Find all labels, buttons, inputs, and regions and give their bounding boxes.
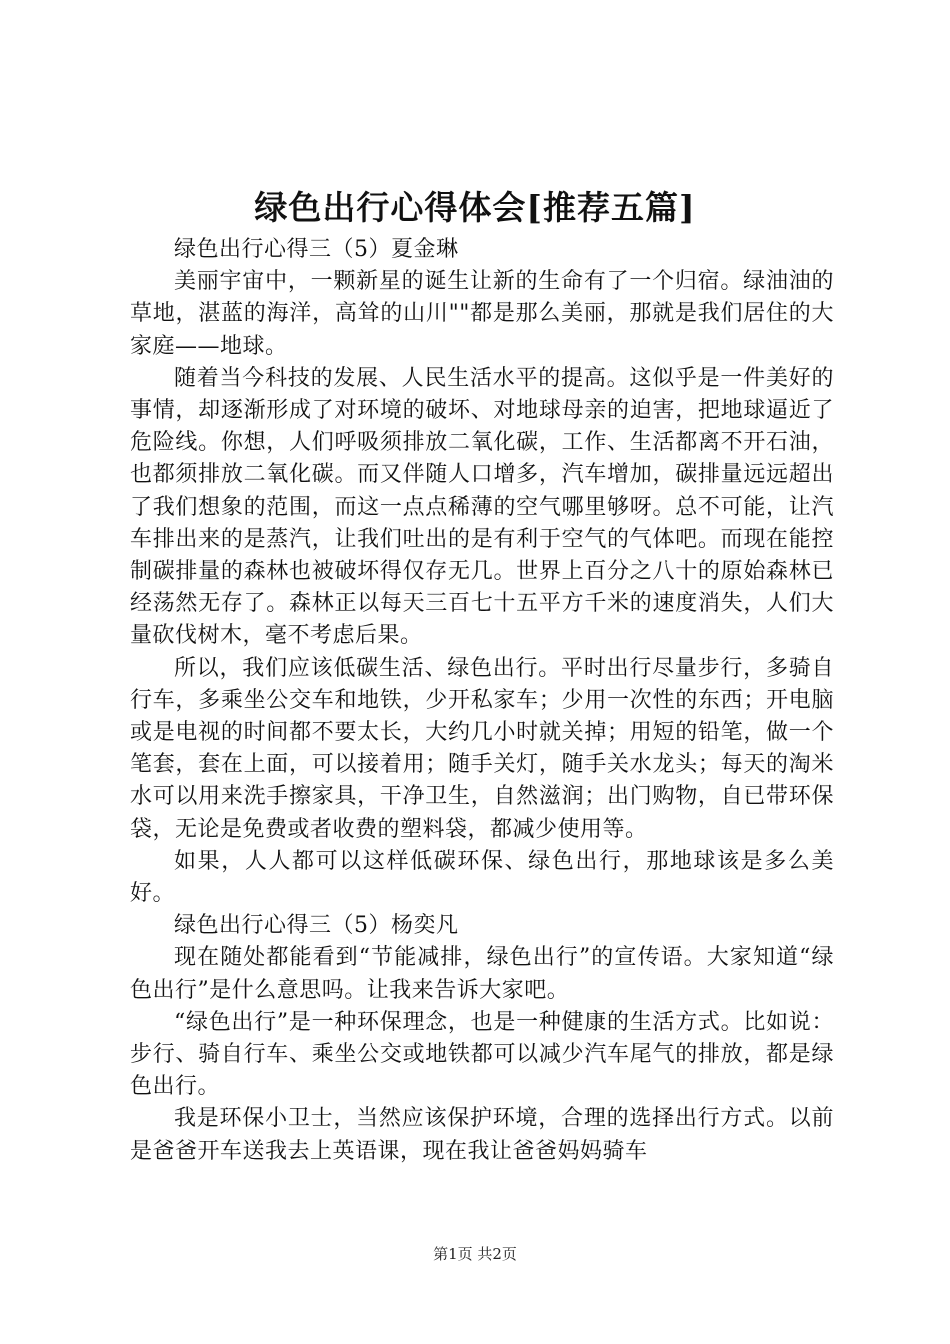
page-number-footer: 第1页 共2页: [433, 1245, 517, 1263]
body-paragraph: 所以，我们应该低碳生活、绿色出行。平时出行尽量步行，多骑自行车，多乘坐公交车和地铁，少开私家车；少用一次性的东西；开电脑或是电视的时间都不要太长，大约几小时就关掉；用短的铅笔，做一个笔套，套在上面，可以接着用；随手关灯，随手关水龙头；每天的淘米水可以用来洗手擦家具，干净卫生，自然滋润；出门购物，自已带环保袋，无论是免费或者收费的塑料袋，都减少使用等。: [130, 655, 834, 842]
body-paragraph: 如果，人人都可以这样低碳环保、绿色出行，那地球该是多么美好。: [130, 848, 834, 907]
body-paragraph: “绿色出行”是一种环保理念，也是一种健康的生活方式。比如说：步行、骑自行车、乘坐公交或地铁都可以减少汽车尾气的排放，都是绿色出行。: [130, 1009, 834, 1100]
body-paragraph: 美丽宇宙中，一颗新星的诞生让新的生命有了一个归宿。绿油油的草地，湛蓝的海洋，高耸的山川""都是那么美丽，那就是我们居住的大家庭——地球。: [130, 269, 834, 359]
body-paragraph: 现在随处都能看到“节能减排，绿色出行”的宣传语。大家知道“绿色出行”是什么意思吗。让我来告诉大家吧。: [130, 945, 834, 1003]
document-body: [130, 234, 834, 1168]
document-title: 绿色出行心得体会[推荐五篇]: [254, 188, 696, 227]
section-heading: 绿色出行心得三（5）杨奕凡: [174, 913, 459, 939]
body-paragraph: 随着当今科技的发展、人民生活水平的提高。这似乎是一件美好的事情，却逐渐形成了对环境的破坏、对地球母亲的迫害，把地球逼近了危险线。你想，人们呼吸须排放二氧化碳，工作、生活都离不开石油，也都须排放二氧化碳。而又伴随人口增多，汽车增加，碳排量远远超出了我们想象的范围，而这一点点稀薄的空气哪里够呀。总不可能，让汽车排出来的是蒸汽，让我们吐出的是有利于空气的气体吧。而现在能控制碳排量的森林也被破坏得仅存无几。世界上百分之八十的原始森林已经荡然无存了。森林正以每天三百七十五平方千米的速度消失，人们大量砍伐树木，毫不考虑后果。: [130, 365, 834, 649]
section-heading: 绿色出行心得三（5）夏金琳: [174, 237, 459, 262]
body-paragraph: 我是环保小卫士，当然应该保护环境，合理的选择出行方式。以前是爸爸开车送我去上英语课，现在我让爸爸妈妈骑车: [130, 1106, 834, 1164]
